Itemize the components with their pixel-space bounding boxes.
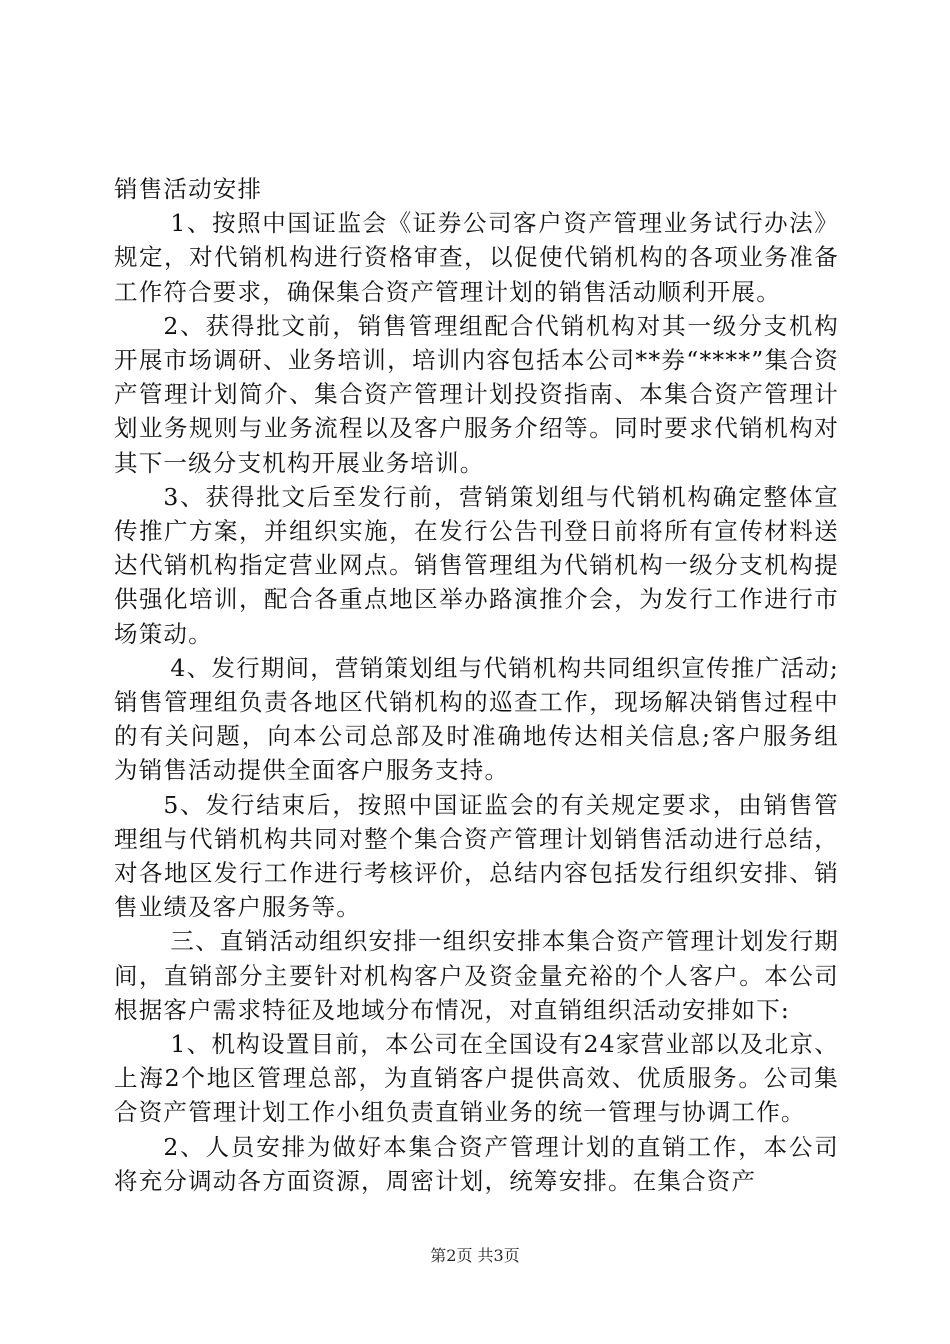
paragraph-5: 5、发行结束后，按照中国证监会的有关规定要求，由销售管理组与代销机构共同对整个集合资产管理计划销售活动进行总结，对各地区发行工作进行考核评价，总结内容包括发行组织安排、销售业绩及客户服务等。 xyxy=(114,790,839,922)
paragraph-4: 4、发行期间，营销策划组与代销机构共同组织宣传推广活动;销售管理组负责各地区代销机构的巡查工作，现场解决销售过程中的有关问题，向本公司总部及时准确地传达相关信息;客户服务组为销售活动提供全面客户服务支持。 xyxy=(114,653,839,785)
paragraph-8: 2、人员安排为做好本集合资产管理计划的直销工作，本公司将充分调动各方面资源，周密计划，统筹安排。在集合资产 xyxy=(114,1132,839,1195)
paragraph-1: 1、按照中国证监会《证券公司客户资产管理业务试行办法》规定，对代销机构进行资格审查，以促使代销机构的各项业务准备工作符合要求，确保集合资产管理计划的销售活动顺利开展。 xyxy=(114,209,839,306)
paragraph-7: 1、机构设置目前，本公司在全国设有24家营业部以及北京、上海2个地区管理总部，为直销客户提供高效、优质服务。公司集合资产管理计划工作小组负责直销业务的统一管理与协调工作。 xyxy=(114,1030,839,1127)
paragraph-3: 3、获得批文后至发行前，营销策划组与代销机构确定整体宣传推广方案，并组织实施，在发行公告刊登日前将所有宣传材料送达代销机构指定营业网点。销售管理组为代销机构一级分支机构提供强化培训，配合各重点地区举办路演推介会，为发行工作进行市场策动。 xyxy=(114,482,839,648)
paragraph-6: 三、直销活动组织安排一组织安排本集合资产管理计划发行期间，直销部分主要针对机构客户及资金量充裕的个人客户。本公司根据客户需求特征及地域分布情况，对直销组织活动安排如下: xyxy=(114,927,839,1024)
paragraph-2: 2、获得批文前，销售管理组配合代销机构对其一级分支机构开展市场调研、业务培训，培训内容包括本公司**券“****”集合资产管理计划简介、集合资产管理计划投资指南、本集合资产管理计划业务规则与业务流程以及客户服务介绍等。同时要求代销机构对其下一级分支机构开展业务培训。 xyxy=(114,311,839,477)
page-footer: 第2页 共3页 xyxy=(430,1246,520,1265)
section-heading: 销售活动安排 xyxy=(114,175,263,203)
document-body xyxy=(114,172,839,1198)
